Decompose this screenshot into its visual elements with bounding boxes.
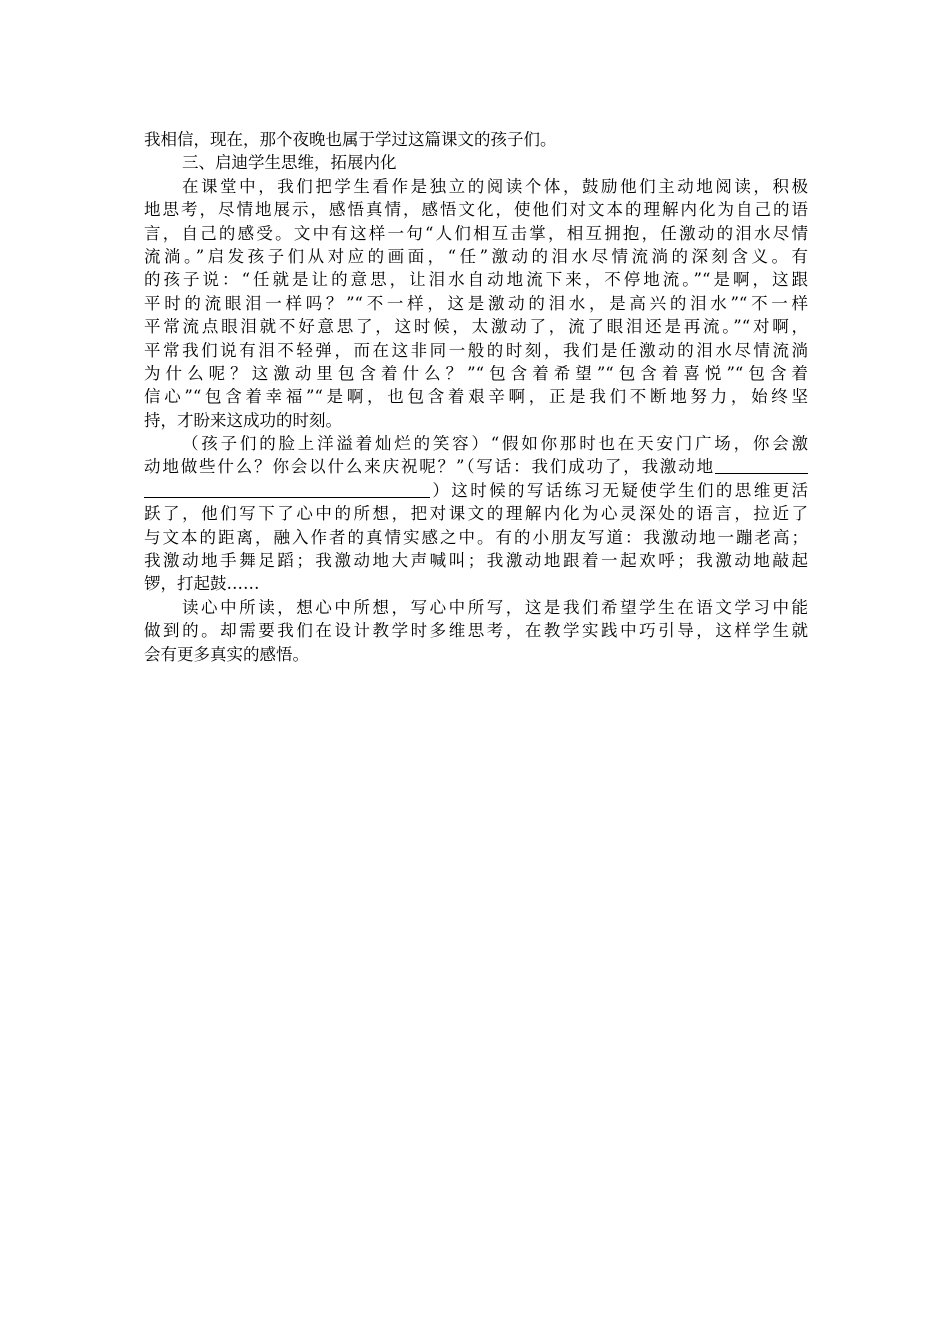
text-line: 信心”“包含着幸福”“是啊，也包含着艰辛啊，正是我们不断地努力，始终坚	[144, 387, 808, 407]
text-line: 言，自己的感受。文中有这样一句“人们相互击掌，相互拥抱，任激动的泪水尽情	[144, 223, 808, 243]
text-line: 在课堂中，我们把学生看作是独立的阅读个体，鼓励他们主动地阅读，积极	[182, 176, 808, 196]
text-line: 与文本的距离，融入作者的真情实感之中。有的小朋友写道：我激动地一蹦老高；	[144, 527, 808, 547]
text-line: 平常我们说有泪不轻弹，而在这非同一般的时刻，我们是任激动的泪水尽情流淌	[144, 340, 808, 360]
text-line: 流淌。”启发孩子们从对应的画面，“任”激动的泪水尽情流淌的深刻含义。有	[144, 246, 808, 266]
fill-in-blank	[715, 455, 808, 474]
text-line: 做到的。却需要我们在设计教学时多维思考，在教学实践中巧引导，这样学生就	[144, 621, 808, 641]
text-line: 地思考，尽情地展示，感悟真情，感悟文化，使他们对文本的理解内化为自己的语	[144, 200, 808, 220]
fill-in-blank-long	[144, 479, 430, 498]
paragraph-lines-after	[144, 502, 808, 666]
writing-prompt-line	[144, 455, 808, 478]
writing-prompt-text: 动地做些什么？你会以什么来庆祝呢？”（写话：我们成功了，我激动地	[144, 457, 715, 477]
text-line: （孩子们的脸上洋溢着灿烂的笑容）“假如你那时也在天安门广场，你会激	[182, 434, 808, 454]
text-line: 我相信，现在，那个夜晚也属于学过这篇课文的孩子们。	[144, 130, 557, 149]
text-line: 读心中所读，想心中所想，写心中所写，这是我们希望学生在语文学习中能	[182, 597, 808, 617]
section-heading: 三、启迪学生思维，拓展内化	[182, 153, 397, 173]
text-line: 持，才盼来这成功的时刻。	[144, 410, 342, 430]
text-line: 平常流点眼泪就不好意思了，这时候，太激动了，流了眼泪还是再流。”“对啊，	[144, 317, 808, 337]
text-line: 的孩子说：“任就是让的意思，让泪水自动地流下来，不停地流。”“是啊，这跟	[144, 270, 808, 290]
writing-prompt-continuation: ）这时候的写话练习无疑使学生们的思维更活	[430, 480, 808, 500]
text-line: 平时的流眼泪一样吗？”“不一样，这是激动的泪水，是高兴的泪水”“不一样	[144, 293, 808, 313]
writing-prompt-line-2	[144, 479, 808, 502]
paragraph-lines-before	[144, 128, 808, 455]
text-line: 锣，打起鼓……	[144, 574, 260, 594]
text-line: 会有更多真实的感悟。	[144, 644, 309, 664]
text-line: 为什么呢？这激动里包含着什么？”“包含着希望”“包含着喜悦”“包含着	[144, 363, 808, 383]
text-line: 我激动地手舞足蹈；我激动地大声喊叫；我激动地跟着一起欢呼；我激动地敲起	[144, 551, 808, 571]
text-line: 跃了，他们写下了心中的所想，把对课文的理解内化为心灵深处的语言，拉近了	[144, 504, 808, 524]
body-text	[144, 128, 808, 666]
